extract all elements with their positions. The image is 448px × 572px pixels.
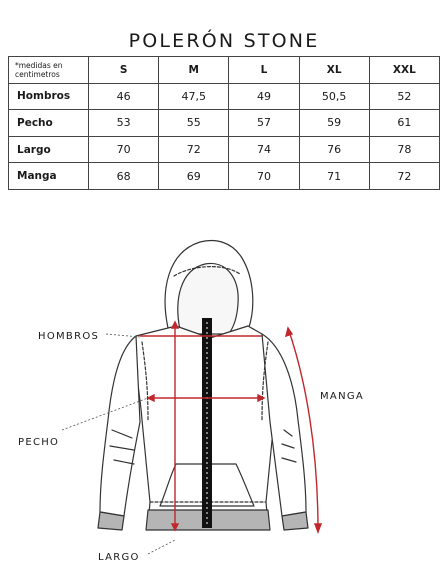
table-cell: 71 — [299, 163, 369, 190]
hombros-label: HOMBROS — [38, 331, 100, 342]
hoodie-measurement-diagram — [0, 230, 448, 572]
table-row — [9, 83, 440, 110]
size-header-m: M — [159, 57, 229, 84]
page-title: POLERÓN STONE — [128, 30, 320, 52]
row-label-largo: Largo — [9, 136, 89, 163]
largo-label: LARGO — [98, 552, 140, 563]
table-cell: 57 — [229, 110, 299, 137]
table-row — [9, 110, 440, 137]
table-cell: 52 — [369, 83, 439, 110]
table-cell: 69 — [159, 163, 229, 190]
table-cell: 50,5 — [299, 83, 369, 110]
size-header-s: S — [89, 57, 159, 84]
largo-leader — [148, 540, 175, 554]
table-row — [9, 163, 440, 190]
size-chart-table — [8, 56, 440, 190]
table-cell: 72 — [159, 136, 229, 163]
size-header-xl: XL — [299, 57, 369, 84]
table-cell: 46 — [89, 83, 159, 110]
manga-arrow-top — [286, 328, 292, 336]
table-cell: 76 — [299, 136, 369, 163]
manga-label: MANGA — [320, 391, 365, 402]
table-row — [9, 136, 440, 163]
table-cell: 68 — [89, 163, 159, 190]
table-cell: 78 — [369, 136, 439, 163]
table-cell: 47,5 — [159, 83, 229, 110]
row-label-pecho: Pecho — [9, 110, 89, 137]
row-label-manga: Manga — [9, 163, 89, 190]
table-cell: 70 — [229, 163, 299, 190]
table-cell: 53 — [89, 110, 159, 137]
measurement-note: *medidas en centimetros — [9, 57, 89, 84]
size-header-xxl: XXL — [369, 57, 439, 84]
row-label-hombros: Hombros — [9, 83, 89, 110]
table-cell: 70 — [89, 136, 159, 163]
table-cell: 49 — [229, 83, 299, 110]
table-header-row — [9, 57, 440, 84]
table-cell: 61 — [369, 110, 439, 137]
size-header-l: L — [229, 57, 299, 84]
hombros-leader — [106, 334, 140, 337]
manga-arrow-bottom — [315, 524, 321, 532]
pecho-label: PECHO — [18, 437, 60, 448]
left-sleeve-icon — [100, 336, 140, 516]
table-cell: 72 — [369, 163, 439, 190]
table-cell: 55 — [159, 110, 229, 137]
table-cell: 59 — [299, 110, 369, 137]
table-cell: 74 — [229, 136, 299, 163]
